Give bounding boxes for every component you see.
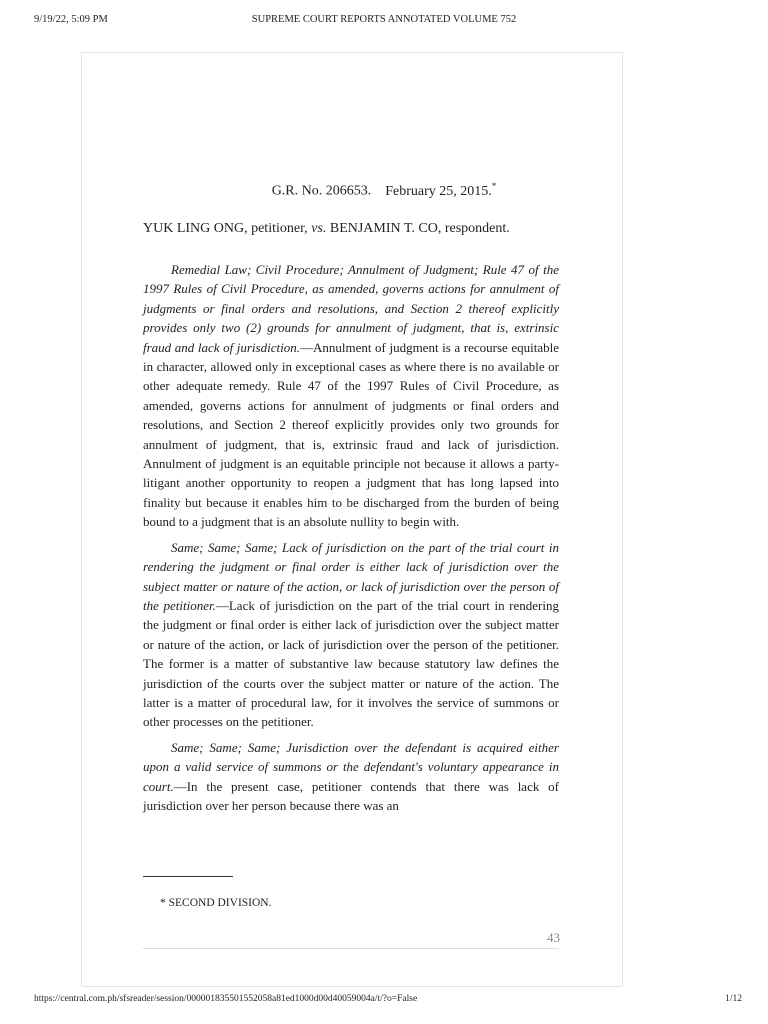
page-bottom-rule xyxy=(143,948,559,949)
print-url: https://central.com.ph/sfsreader/session/0000018355015520​58a81ed1000d00d40059004a/t/?o=False xyxy=(34,994,418,1004)
syllabus-body xyxy=(143,260,559,821)
print-title: SUPREME COURT REPORTS ANNOTATED VOLUME 752 xyxy=(251,14,517,25)
syllabus-heading: Same; Same; Same; Lack of jurisdiction on the part of the trial court in rendering the judgment or final order is either lack of jurisdiction over the subject matter or nature of the action, or lack of jurisdiction over the person of the petitioner. xyxy=(143,539,559,613)
footnote-marker: * xyxy=(491,181,497,191)
syllabus-text: —Lack of jurisdiction on the part of the trial court in rendering the judgment or final order is either lack of jurisdiction over the subject matter or nature of the action, or lack of jurisdiction over the person of the petitioner. The former is a matter of substantive law because statutory law defines the jurisdiction of the courts over the subject matter or nature of the action. The latter is a matter of procedural law, for it involves the service of summons or other processes on the petitioner. xyxy=(143,597,559,730)
footnote-divider xyxy=(143,876,233,877)
case-date: February 25, 2015. xyxy=(385,183,492,199)
case-parties xyxy=(143,221,563,237)
syllabus-text: —In the present case, petitioner contends that there was lack of jurisdiction over her person because there was an xyxy=(143,778,559,813)
respondent: BENJAMIN T. CO, respondent. xyxy=(329,221,510,236)
print-page-count: 1/12 xyxy=(725,994,742,1004)
syllabus-heading: Same; Same; Same; Jurisdiction over the defendant is acquired either upon a valid service of summons or the defendant's voluntary appearance in court. xyxy=(143,739,559,794)
syllabus-paragraph xyxy=(143,538,559,732)
footnote: * SECOND DIVISION. xyxy=(160,897,272,909)
versus: vs. xyxy=(311,221,327,236)
syllabus-paragraph xyxy=(143,260,559,532)
syllabus-text: —Annulment of judgment is a recourse equitable in character, allowed only in exceptional cases as where there is no available or other adequate remedy. Rule 47 of the 1997 Rules of Civil Procedure, as amended, governs actions for annulment of judgments or final orders and resolutions, and Section 2 thereof explicitly provides only two grounds for annulment of judgment, that is, extrinsic fraud and lack of jurisdiction. Annulment of judgment is an equitable principle not because it allows a party-litigant another opportunity to reopen a judgment that has long lapsed into finality but because it enables him to be discharged from the burden of being bound to a judgment that is an absolute nullity to begin with. xyxy=(143,339,559,530)
print-datetime: 9/19/22, 5:09 PM xyxy=(34,14,108,25)
case-heading xyxy=(0,181,768,200)
syllabus-paragraph xyxy=(143,738,559,816)
petitioner: YUK LING ONG, petitioner, xyxy=(143,221,308,236)
page-number: 43 xyxy=(547,930,560,945)
syllabus-heading: Remedial Law; Civil Procedure; Annulment of Judgment; Rule 47 of the 1997 Rules of Civil Procedure, as amended, governs actions for annulment of judgments or final orders and resolutions, and Section 2 thereof explicitly provides only two (2) grounds for annulment of judgment, that is, extrinsic fraud and lack of jurisdiction. xyxy=(143,262,559,355)
case-number: G.R. No. 206653. xyxy=(271,183,372,199)
